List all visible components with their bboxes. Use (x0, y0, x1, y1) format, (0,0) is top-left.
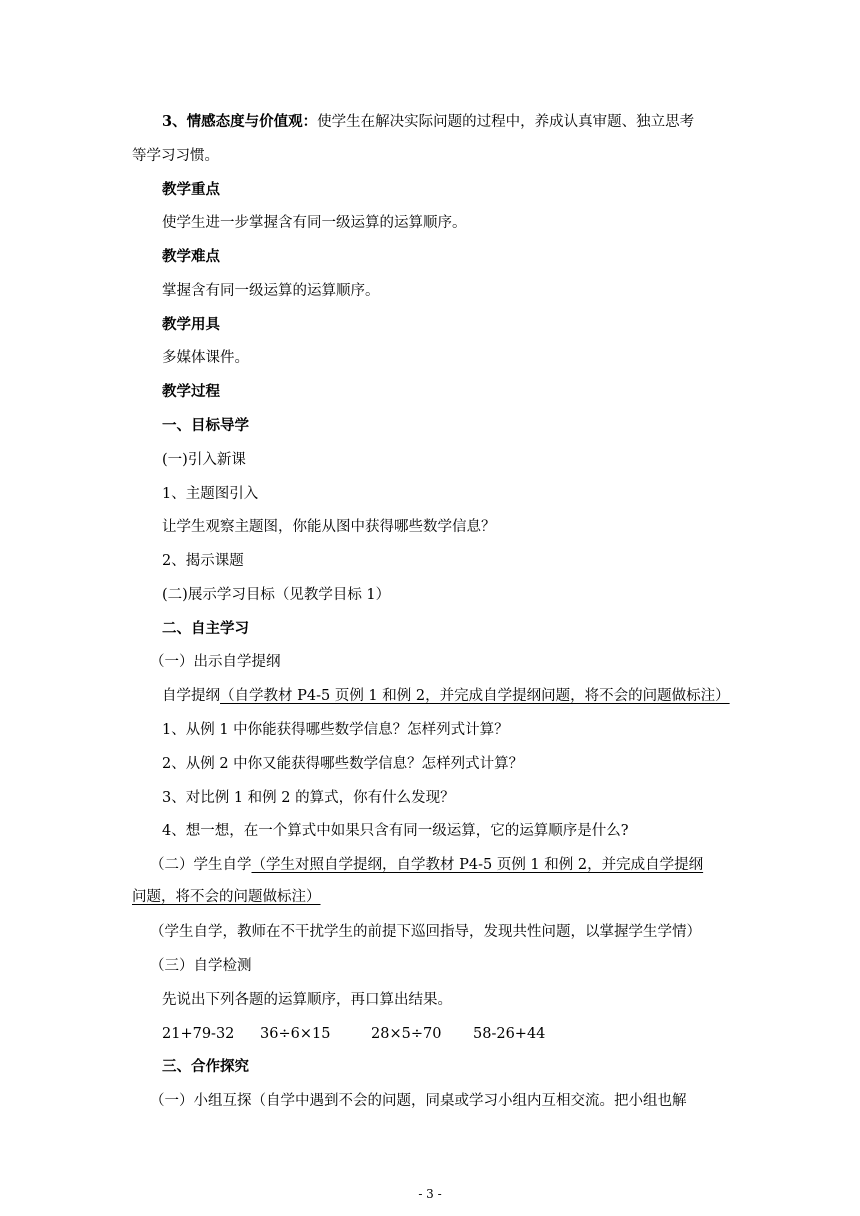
outline-label: 自学提纲 (162, 688, 220, 704)
question-4: 4、想一想，在一个算式中如果只含有同一级运算，它的运算顺序是什么? (162, 823, 629, 839)
self-study-underlined-2: 问题，将不会的问题做标注） (132, 889, 321, 905)
section-3-heading: 三、合作探究 (162, 1058, 249, 1075)
expression-1: 21+79-32 (162, 1026, 235, 1042)
emotion-goal-heading: 3、情感态度与价值观： (162, 113, 318, 130)
emotion-goal-text: 使学生在解决实际问题的过程中，养成认真审题、独立思考 (317, 114, 695, 130)
tools-text: 多媒体课件。 (162, 350, 249, 366)
key-points-heading: 教学重点 (162, 181, 220, 198)
self-check-instruction: 先说出下列各题的运算顺序，再口算出结果。 (162, 992, 452, 1008)
expression-2: 36÷6×15 (260, 1026, 331, 1042)
outline-underlined-text: （自学教材 P4-5 页例 1 和例 2，并完成自学提纲问题，将不会的问题做标注） (220, 688, 730, 704)
expression-3: 28×5÷70 (371, 1026, 442, 1042)
section-1-heading: 一、目标导学 (162, 417, 249, 434)
section-2-heading: 二、自主学习 (162, 620, 249, 637)
self-study-label: （二）学生自学 (150, 857, 252, 873)
section-1-sub-a: (一)引入新课 (162, 452, 246, 468)
section-2-sub-a: （一）出示自学提纲 (150, 654, 281, 670)
expression-list (162, 1024, 730, 1044)
self-study-line (150, 855, 730, 875)
question-3: 3、对比例 1 和例 2 的算式，你有什么发现？ (162, 790, 455, 806)
tools-heading: 教学用具 (162, 316, 220, 333)
key-points-text: 使学生进一步掌握含有同一级运算的运算顺序。 (162, 215, 467, 231)
difficulties-heading: 教学难点 (162, 248, 220, 265)
section-1-item-2: 2、揭示课题 (162, 553, 244, 569)
emotion-goal-line (162, 112, 730, 132)
outline-line (162, 686, 730, 706)
section-2-sub-c: （三）自学检测 (150, 958, 252, 974)
question-1: 1、从例 1 中你能获得哪些数学信息？怎样列式计算？ (162, 722, 509, 738)
page-number: - 3 - (418, 1187, 442, 1201)
expression-4: 58-26+44 (473, 1026, 546, 1042)
process-heading: 教学过程 (162, 383, 220, 400)
emotion-goal-continued: 等学习习惯。 (132, 148, 219, 164)
question-2: 2、从例 2 中你又能获得哪些数学信息？怎样列式计算？ (162, 756, 524, 772)
difficulties-text: 掌握含有同一级运算的运算顺序。 (162, 283, 380, 299)
section-1-item-1: 1、主题图引入 (162, 486, 259, 502)
section-3-sub-a: （一）小组互探（自学中遇到不会的问题，同桌或学习小组内互相交流。把小组也解 (150, 1093, 687, 1109)
self-study-continued (132, 887, 730, 907)
section-1-sub-b: (二)展示学习目标（见教学目标 1） (162, 587, 391, 603)
section-1-item-1-text: 让学生观察主题图，你能从图中获得哪些数学信息？ (162, 519, 496, 535)
self-study-note: （学生自学，教师在不干扰学生的前提下巡回指导，发现共性问题，以掌握学生学情） (150, 924, 701, 940)
self-study-underlined-1: （学生对照自学提纲，自学教材 P4-5 页例 1 和例 2，并完成自学提纲 (251, 857, 704, 873)
